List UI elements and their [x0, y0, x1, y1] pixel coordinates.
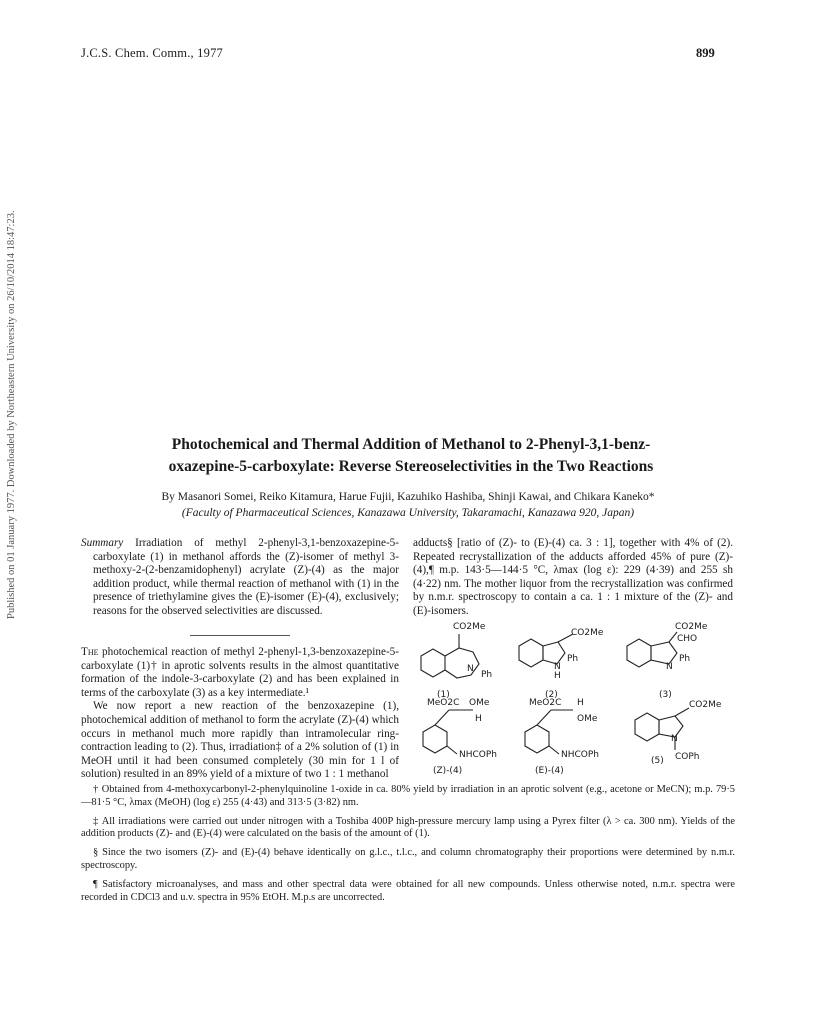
s1-ph-label: Ph [481, 670, 493, 680]
s4e-vinyl-bond [537, 710, 551, 725]
s4z-ester-label: MeO2C [427, 698, 460, 708]
page-number: 899 [696, 46, 715, 60]
s4e-h-label: H [577, 698, 584, 708]
label-compound-z4: (Z)-(4) [433, 766, 463, 776]
article-title [95, 434, 727, 478]
s3-ph-label: Ph [679, 654, 691, 664]
label-compound-2: (2) [545, 690, 558, 700]
s4z-ome-label: OMe [469, 698, 490, 708]
s2-pyrrole-ring [543, 642, 565, 664]
s5-n-label: N [671, 734, 678, 744]
s4e-benzene-ring [525, 725, 549, 753]
author-list: By Masanori Somei, Reiko Kitamura, Harue Fujii, Kazuhiko Hashiba, Shinji Kawai, and Chikara Kaneko* [161, 491, 655, 503]
body-left-column [81, 646, 399, 782]
s2-benzene-ring [519, 639, 543, 667]
label-compound-1: (1) [437, 690, 450, 700]
s5-ester-label: CO2Me [689, 700, 722, 710]
running-header: J.C.S. Chem. Comm., 1977 [81, 46, 223, 60]
affiliation: (Faculty of Pharmaceutical Sciences, Kanazawa University, Takaramachi, Kanazawa 920, Japan) [181, 507, 635, 519]
s2-ester-label: CO2Me [571, 628, 604, 638]
s5-acyl-label: COPh [675, 752, 700, 762]
paragraph-1 [81, 646, 399, 700]
s5-benzene-ring [635, 713, 659, 741]
s1-n-label: N [467, 664, 474, 674]
footnotes [81, 784, 735, 910]
s1-ester-label: CO2Me [453, 622, 486, 632]
author-block [81, 489, 735, 521]
s5-ester-bond [675, 708, 689, 716]
s4z-h-label: H [475, 714, 482, 724]
s4e-ome-label: OMe [577, 714, 598, 724]
summary-block [81, 537, 399, 619]
section-rule [190, 635, 290, 636]
s3-cho-label: CHO [677, 634, 698, 644]
paragraph-1-text: photochemical reaction of methyl 2-phenyl-1,3-benzoxazepine-5-carboxylate (1)† in aprotic solvents results in the almost quantitative formation of the indole-3-carboxylate (2) and has been explained in terms of the carboxylate (3) as a key intermediate.¹ [81, 646, 399, 699]
label-compound-3: (3) [659, 690, 672, 700]
summary-label: Summary [81, 537, 124, 549]
s4z-vinyl-bond [435, 710, 449, 725]
footnote-double-dagger: ‡ All irradiations were carried out under nitrogen with a Toshiba 400P high-pressure mercury lamp using a Pyrex filter (λ > ca. 300 nm). Yields of the addition products (Z)- and (E)-(4) were calculated on the basis of the amount of (1). [81, 815, 735, 840]
s4e-amide-bond [549, 746, 559, 754]
s2-h-label: H [554, 671, 561, 681]
s3-ester-label: CO2Me [675, 622, 708, 632]
structure-figures [413, 620, 735, 778]
download-watermark: Published on 01 January 1977. Downloaded by Northeastern University on 26/10/2014 18:47:23. [6, 210, 17, 620]
title-line-1: Photochemical and Thermal Addition of Methanol to 2-Phenyl-3,1-benz- [171, 436, 651, 453]
s4z-benzene-ring [423, 725, 447, 753]
s3-benzene-ring [627, 639, 651, 667]
s1-oxazepine-ring [445, 648, 479, 678]
s2-n-label: N [554, 662, 561, 672]
body-right-column [413, 537, 733, 619]
label-compound-5: (5) [651, 756, 664, 766]
s4e-ester-label: MeO2C [529, 698, 562, 708]
s3-ring [651, 642, 677, 664]
footnote-dagger: † Obtained from 4-methoxycarbonyl-2-phenylquinoline 1-oxide in ca. 80% yield by irradiation in an aprotic solvent (e.g., acetone or MeCN); m.p. 79·5—81·5 °C, λmax (MeOH) (log ε) 255 (4·43) and 313·5 (3·82) nm. [81, 784, 735, 808]
summary-text: Irradiation of methyl 2-phenyl-3,1-benzoxazepine-5-carboxylate (1) in methanol affords the (Z)-isomer of methyl 3-methoxy-2-(2-benzamidophenyl) acrylate (Z)-(4) as the major addition product, while thermal reaction of methanol with (1) in the presence of triethylamine gives the (E)-isomer (E)-(4), exclusively; reasons for the observed selectivities are discussed. [93, 537, 399, 617]
label-compound-e4: (E)-(4) [535, 766, 564, 776]
footnote-section: § Since the two isomers (Z)- and (E)-(4) behave identically on g.l.c., t.l.c., and column chromatography their proportions were determined by n.m.r. spectroscopy. [81, 847, 735, 871]
s4z-amide-label: NHCOPh [459, 750, 497, 760]
s4e-amide-label: NHCOPh [561, 750, 599, 760]
title-line-2: oxazepine-5-carboxylate: Reverse Stereoselectivities in the Two Reactions [168, 458, 654, 475]
paragraph-2: We now report a new reaction of the benzoxazepine (1), photochemical addition of methanol to form the acrylate (Z)-(4) which occurs in methanol much more rapidly than intramolecular ring-contraction leading to (2). Thus, irradiation‡ of a 2% solution of (1) in MeOH until it had been consumed completely (30 min for 1 l of solution) resulted in an 89% yield of a mixture of two 1 : 1 methanol [81, 700, 399, 781]
s2-ph-label: Ph [567, 654, 579, 664]
s3-n-label: N [666, 662, 673, 672]
paragraph-right: adducts§ [ratio of (Z)- to (E)-(4) ca. 3 : 1], together with 4% of (2). Repeated recrystallization of the adducts afforded 45% of pure (Z)-(4),¶ m.p. 143·5—144·5 °C, λmax (log ε): 229 (4·39) and 255 sh (4·22) nm. The mother liquor from the recrystallization was confirmed by n.m.r. spectroscopy to contain a ca. 1 : 1 mixture of the (Z)- and (E)-isomers. [413, 537, 733, 617]
footnote-pilcrow: ¶ Satisfactory microanalyses, and mass and other spectral data were obtained for all new compounds. Unless otherwise noted, n.m.r. spectra were recorded in CDCl3 and u.v. spectra in 95% EtOH. M.p.s are uncorrected. [81, 878, 735, 903]
lead-word: The [81, 646, 99, 658]
s1-benzene-ring [421, 649, 445, 677]
s4z-amide-bond [447, 746, 457, 754]
s3-ester-bond [669, 632, 677, 642]
